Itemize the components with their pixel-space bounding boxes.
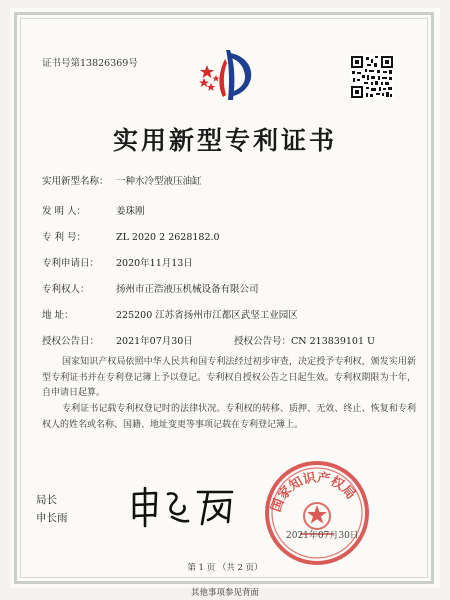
field-address [42, 307, 298, 321]
field-label: 地 址： [42, 310, 74, 321]
field-patent-number [42, 229, 220, 243]
field-value: 2020年11月13日 [116, 258, 193, 269]
field-label: 授权公告日： [42, 336, 100, 347]
seal-text: 国家知识产权局 [268, 470, 359, 515]
field-label: 授权公告号： [234, 336, 292, 347]
field-value: 姜珠刚 [116, 206, 145, 217]
paragraph-legal-status: 专利证书记载专利权登记时的法律状况。专利权的转移、质押、无效、终止、恢复和专利权人的姓名或名称、国籍、地址变更等事项记载在专利登记簿上。 [42, 404, 416, 430]
field-grant-date [42, 333, 193, 347]
field-utility-model-name [42, 173, 202, 187]
field-value: ZL 2020 2 2628182.0 [116, 232, 220, 243]
field-label: 专利权人： [42, 284, 90, 295]
field-label: 专 利 号： [42, 232, 87, 243]
certificate-title: 实用新型专利证书 [112, 126, 337, 155]
field-label: 实用新型名称： [42, 176, 109, 187]
footer-note: 其他事项参见背面 [190, 588, 259, 598]
certificate-number: 证书号第13826369号 [42, 58, 138, 69]
bureau-director-name: 申长雨 [36, 512, 68, 524]
field-patentee [42, 281, 259, 295]
field-value: 2021年07月30日 [116, 336, 193, 347]
field-label: 专利申请日： [42, 258, 100, 269]
field-grant-number [234, 333, 375, 347]
paragraph-grant-decision: 国家知识产权局依照中华人民共和国专利法经过初步审查，决定授予专利权，颁发实用新型专利证书并在专利登记簿上予以登记。专利权自授权公告之日起生效。专利权期限为十年，自申请日起算。 [42, 357, 416, 398]
field-value: CN 213839101 U [291, 336, 376, 347]
page-indicator: 第 1 页 （共 2 页） [187, 563, 263, 573]
field-value: 扬州市正浩液压机械设备有限公司 [116, 284, 259, 295]
field-label: 发 明 人： [42, 206, 87, 217]
seal-date: 2021年07月30日 [286, 531, 359, 541]
field-value: 225200 江苏省扬州市江都区武坚工业园区 [116, 310, 298, 321]
qr-code [350, 55, 394, 99]
director-signature [128, 484, 238, 528]
field-value: 一种水冷型液压油缸 [116, 176, 202, 187]
official-seal [262, 458, 372, 568]
cnipa-logo [193, 45, 263, 105]
field-filing-date [42, 255, 193, 269]
field-inventor [42, 203, 145, 217]
bureau-director-title: 局长 [36, 494, 57, 506]
